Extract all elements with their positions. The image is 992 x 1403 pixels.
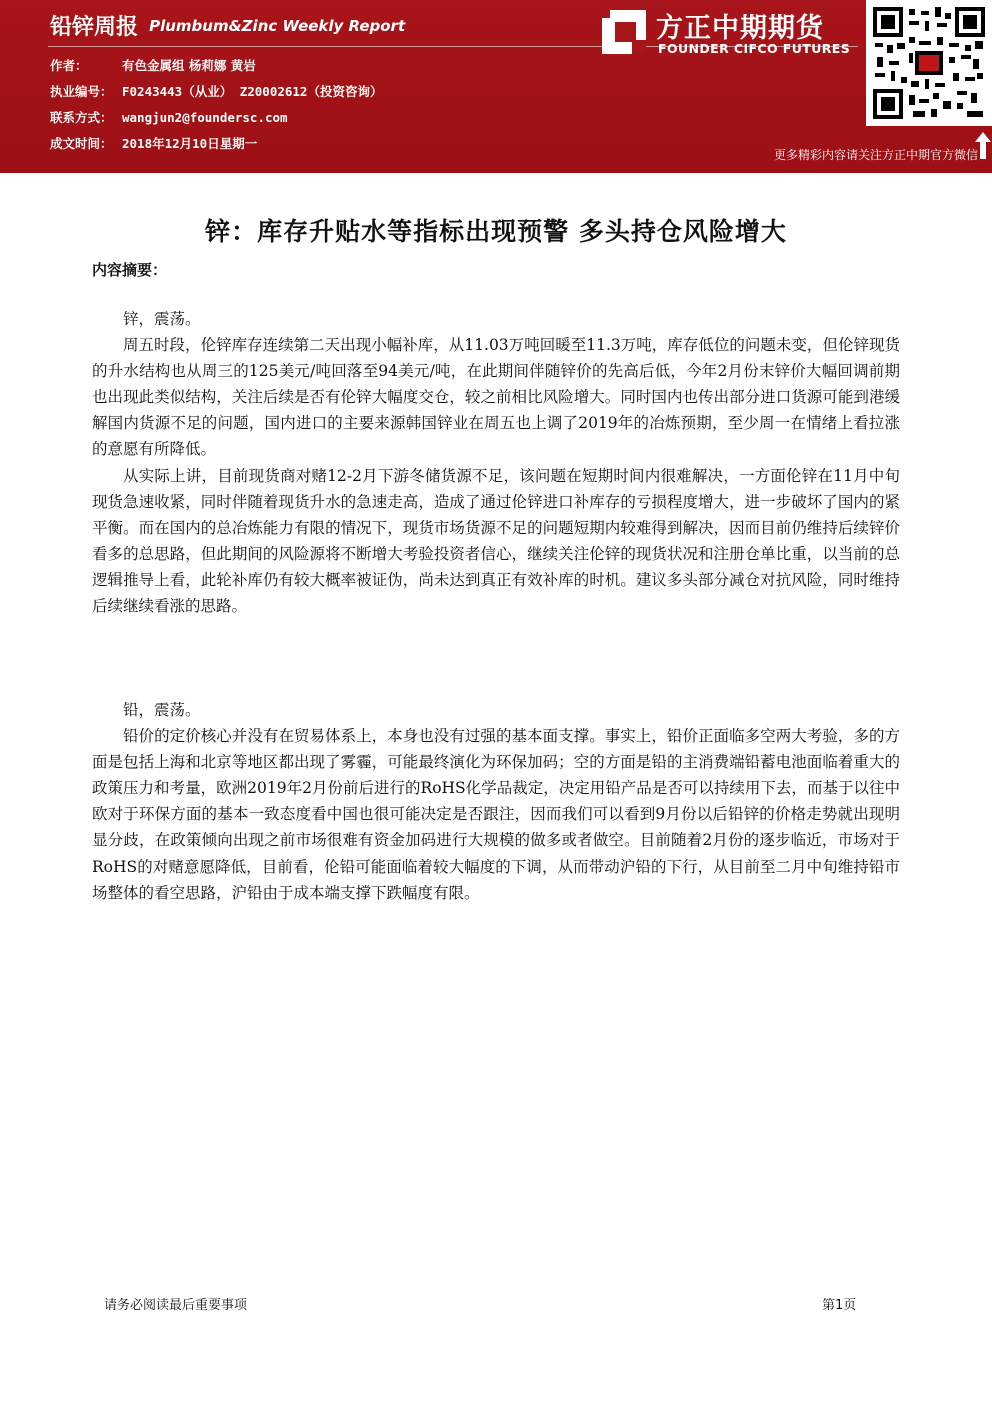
zinc-paragraph-1: 周五时段，伦锌库存连续第二天出现小幅补库，从11.03万吨回暖至11.3万吨，库存低位的问题未变，但伦锌现货的升水结构也从周三的125美元/吨回落至94美元/吨，在此期间伴随锌价的先高后低，今年2月份末锌价大幅回调前期也出现此类似结构，关注后续是否有伦锌大幅度交仓，较之前相比风险增大。同时国内也传出部分进口货源可能到港缓解国内货源不足的问题，国内进口的主要来源韩国锌业在周五也上调了2019年的冶炼预期，至少周一在情绪上看拉涨的意愿有所降低。: [92, 336, 900, 459]
contact-row: [50, 108, 288, 126]
qr-code-icon: [873, 7, 985, 119]
logo-mark-icon: [602, 10, 646, 54]
zinc-paragraph-2: 从实际上讲，目前现货商对赌12-2月下游冬储货源不足，该问题在短期时间内很难解决，一方面伦锌在11月中旬现货急速收紧，同时伴随着现货升水的急速走高，造成了通过伦锌进口补库存的亏损程度增大，进一步破坏了国内的紧平衡。而在国内的总冶炼能力有限的情况下，现货市场货源不足的问题短期内较难得到解决，因而目前仍维持后续锌价看多的总思路，但此期间的风险源将不断增大考验投资者信心，继续关注伦锌的现货状况和注册仓单比重，以当前的总逻辑推导上看，此轮补库仍有较大概率被证伪，尚未达到真正有效补库的时机。建议多头部分减仓对抗风险，同时维持后续继续看涨的思路。: [92, 466, 900, 616]
license-row: [50, 82, 382, 100]
lead-heading: 铅，震荡。: [123, 701, 201, 719]
zinc-section: [92, 306, 900, 619]
report-header: [0, 0, 992, 173]
license-value: F0243443（从业） Z20002612（投资咨询）: [122, 84, 383, 99]
date-value: 2018年12月10日星期一: [122, 136, 258, 151]
article-title: 锌：库存升贴水等指标出现预警 多头持仓风险增大: [205, 217, 787, 246]
license-label: 执业编号：: [50, 84, 113, 99]
report-title-row: [50, 10, 405, 41]
author-label: 作者：: [50, 58, 88, 73]
date-label: 成文时间：: [50, 136, 113, 151]
contact-email[interactable]: wangjun2@foundersc.com: [122, 110, 288, 125]
wechat-qr-code[interactable]: [866, 0, 992, 126]
report-title-en: Plumbum&Zinc Weekly Report: [149, 16, 406, 35]
logo-name-en: FOUNDER CIFCO FUTURES: [658, 41, 851, 56]
contact-label: 联系方式：: [50, 110, 113, 125]
abstract-label: 内容摘要：: [92, 261, 168, 279]
up-arrow-stem: [980, 141, 986, 159]
date-row: [50, 134, 257, 152]
follow-wechat-text: 更多精彩内容请关注方正中期官方微信: [773, 148, 978, 162]
report-title-cn: 铅锌周报: [50, 15, 139, 40]
footer-disclaimer: 请务必阅读最后重要事项: [104, 1298, 248, 1313]
zinc-heading: 锌，震荡。: [123, 310, 201, 328]
lead-paragraph-1: 铅价的定价核心并没有在贸易体系上，本身也没有过强的基本面支撑。事实上，铅价正面临多空两大考验，多的方面是包括上海和北京等地区都出现了雾霾，可能最终演化为环保加码；空的方面是铅的主消费端铅蓄电池面临着重大的政策压力和考量，欧洲2019年2月份前后进行的RoHS化学品裁定，决定用铅产品是否可以持续用下去，而基于以往中欧对于环保方面的基本一致态度看中国也很可能决定是否跟注，因而我们可以看到9月份以后铅锌的价格走势就出现明显分歧，在政策倾向出现之前市场很难有资金加码进行大规模的做多或者做空。目前随着2月份的逐步临近，市场对于RoHS的对赌意愿降低，目前看，伦铅可能面临着较大幅度的下调，从而带动沪铅的下行，从目前至二月中旬维持铅市场整体的看空思路，沪铅由于成本端支撑下跌幅度有限。: [92, 727, 900, 902]
author-row: [50, 56, 256, 74]
author-value: 有色金属组 杨莉娜 黄岩: [122, 58, 256, 73]
logo-name-cn: 方正中期期货: [656, 13, 824, 44]
lead-section: [92, 697, 900, 906]
company-logo: [602, 8, 864, 60]
page-number: 第1页: [822, 1298, 857, 1313]
